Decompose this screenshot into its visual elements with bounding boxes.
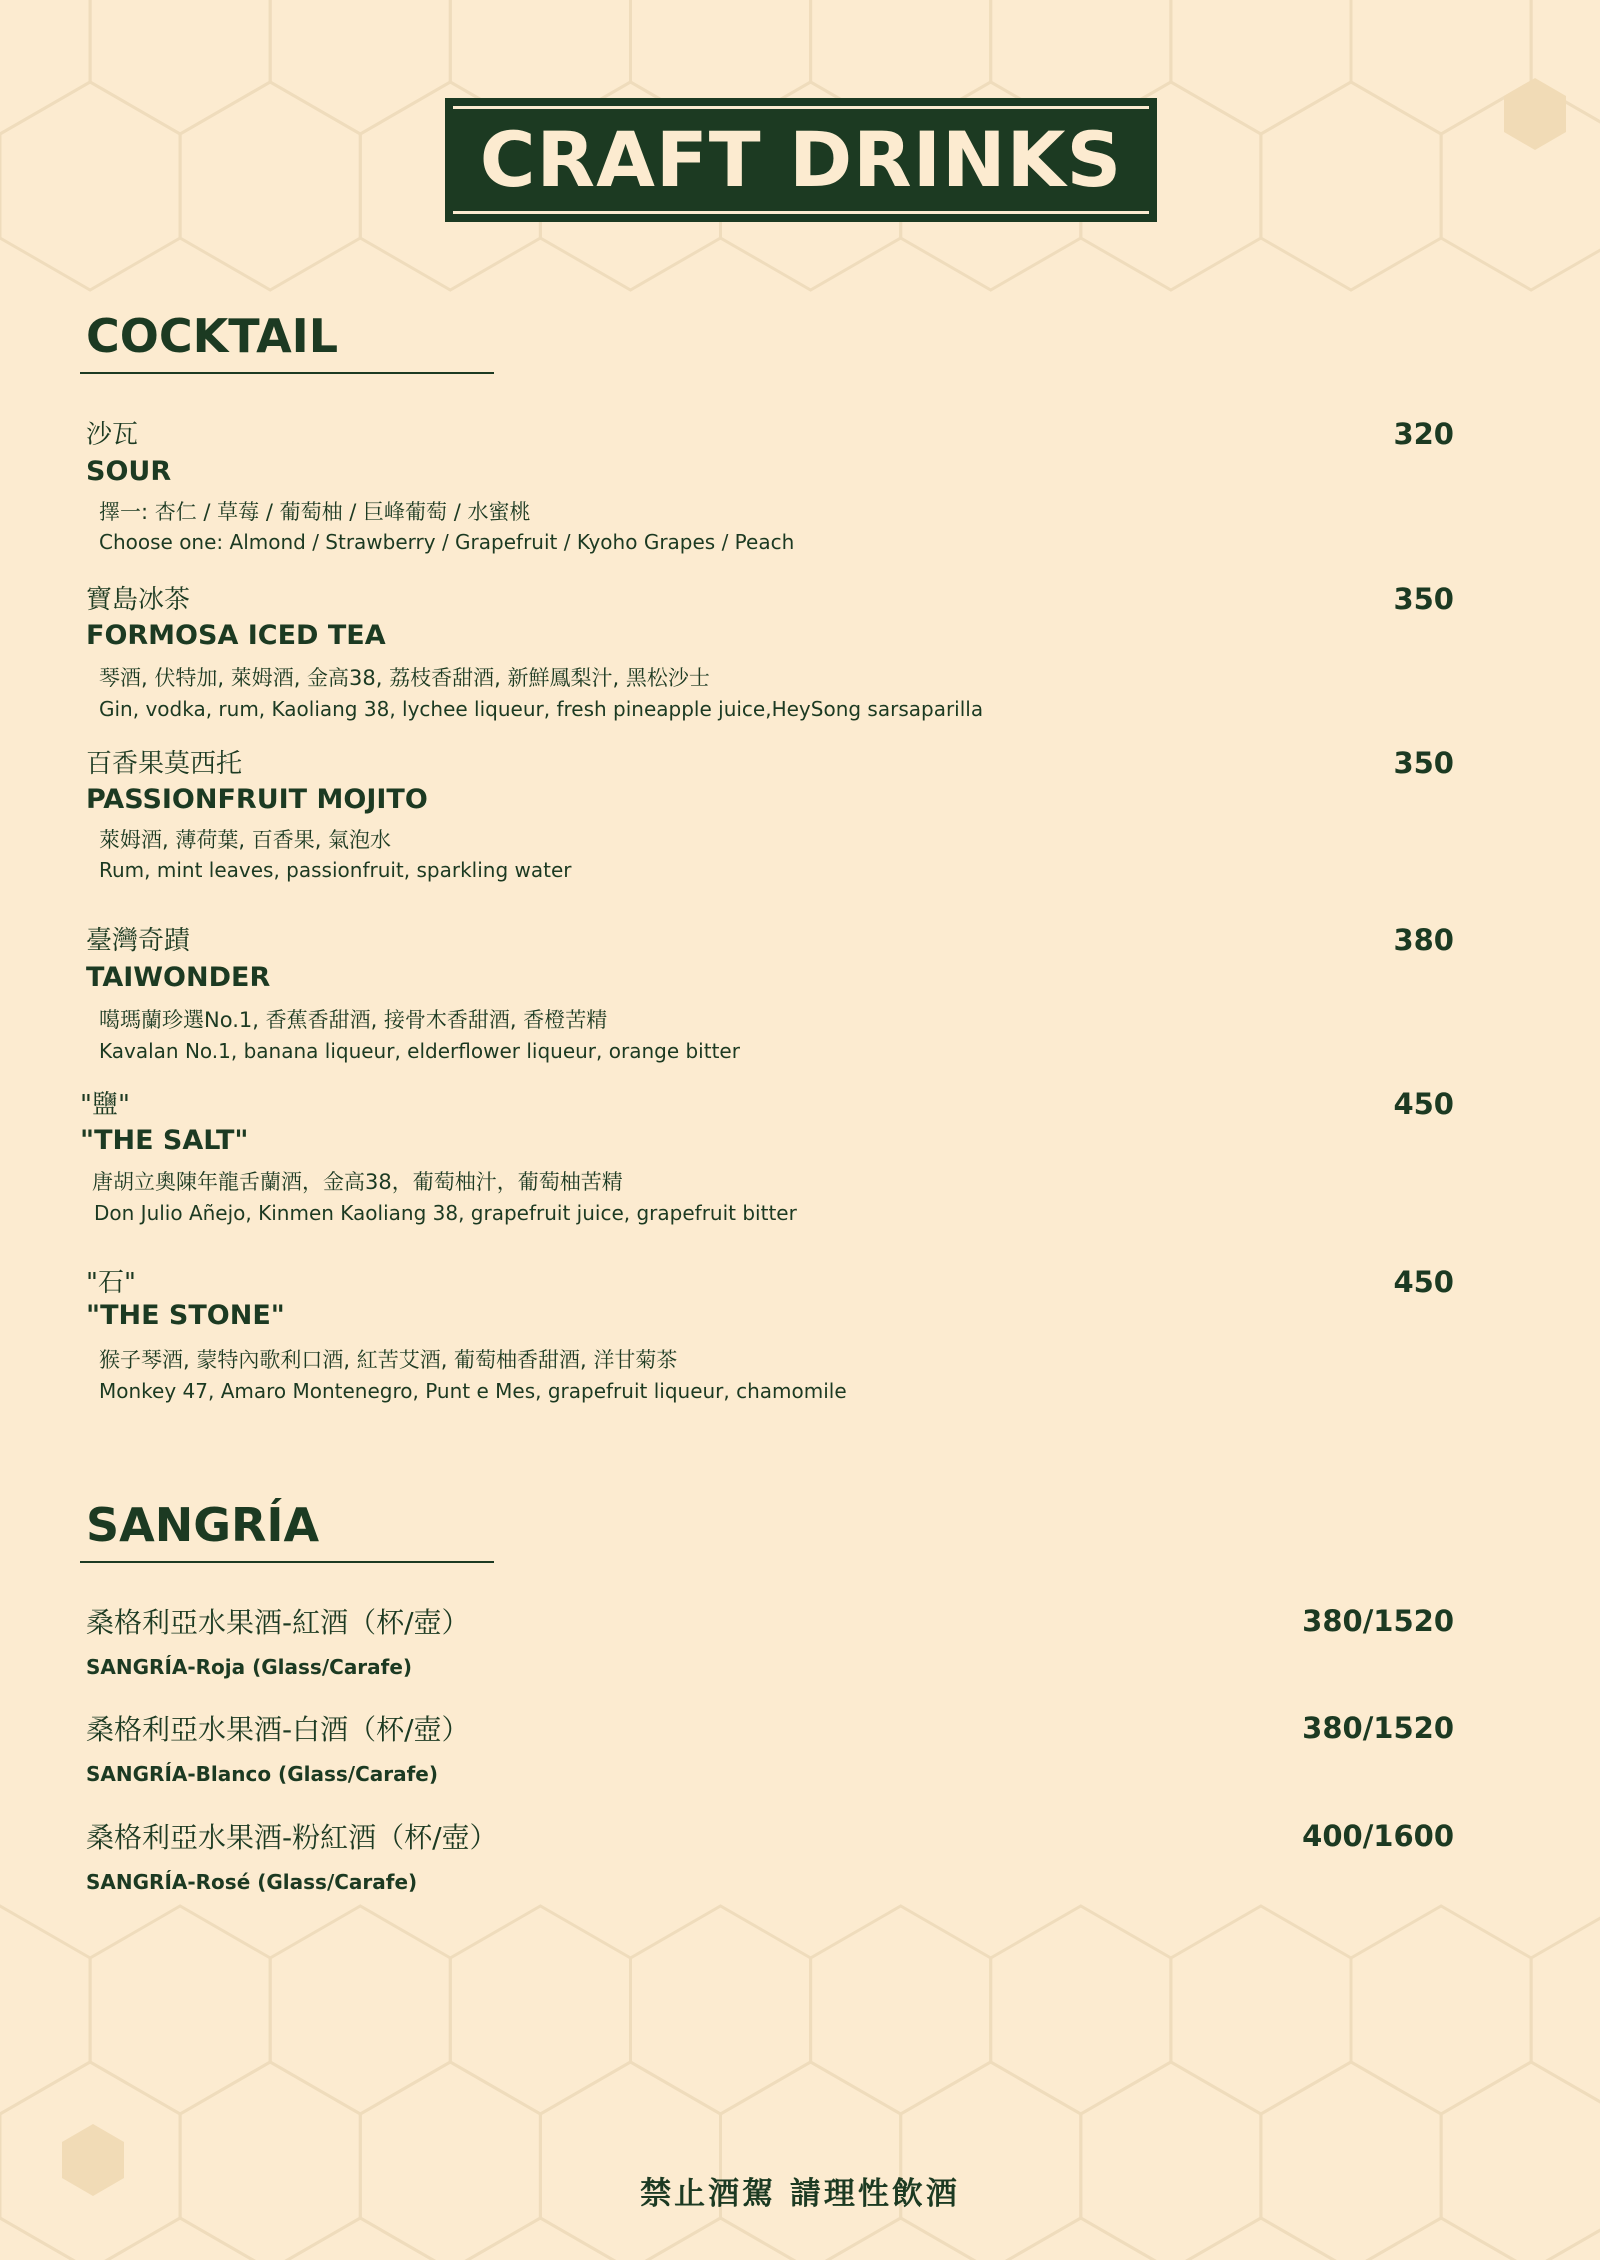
item-name-zh: 寶島冰茶 [86, 585, 191, 615]
item-name-en: SANGRÍA-Blanco (Glass/Carafe) [86, 1762, 439, 1786]
item-desc-zh: 琴酒, 伏特加, 萊姆酒, 金高38, 荔枝香甜酒, 新鮮鳳梨汁, 黑松沙士 [99, 666, 710, 690]
item-desc-en: Choose one: Almond / Strawberry / Grapefruit / Kyoho Grapes / Peach [99, 530, 795, 554]
item-desc-en: Monkey 47, Amaro Montenegro, Punt e Mes, grapefruit liqueur, chamomile [99, 1379, 847, 1403]
item-desc-zh: 唐胡立奧陳年龍舌蘭酒，金高38，葡萄柚汁，葡萄柚苦精 [92, 1170, 623, 1194]
item-price: 320 [1393, 417, 1454, 451]
item-name-zh: 臺灣奇蹟 [86, 926, 191, 956]
item-name-en: TAIWONDER [86, 962, 271, 993]
item-desc-en: Rum, mint leaves, passionfruit, sparkling water [99, 858, 572, 882]
item-price: 350 [1393, 582, 1454, 616]
item-name-en: "THE STONE" [86, 1300, 285, 1331]
footer-notice: 禁止酒駕 請理性飲酒 [640, 2176, 960, 2212]
item-name-zh: 桑格利亞水果酒-白酒（杯/壺） [86, 1713, 470, 1746]
section-rule-sangria [80, 1561, 494, 1563]
item-price: 400/1600 [1302, 1819, 1454, 1853]
section-rule-cocktail [80, 372, 494, 374]
section-title-sangria: SANGRÍA [86, 1498, 320, 1552]
item-name-zh: "鹽" [80, 1090, 130, 1120]
item-name-zh: 百香果莫西托 [86, 749, 243, 779]
item-price: 380/1520 [1302, 1711, 1454, 1745]
item-desc-en: Don Julio Añejo, Kinmen Kaoliang 38, grapefruit juice, grapefruit bitter [94, 1201, 797, 1225]
item-price: 450 [1393, 1087, 1454, 1121]
item-desc-zh: 噶瑪蘭珍選No.1, 香蕉香甜酒, 接骨木香甜酒, 香橙苦精 [99, 1008, 608, 1032]
item-name-en: SOUR [86, 456, 172, 487]
item-name-zh: 桑格利亞水果酒-紅酒（杯/壺） [86, 1606, 470, 1639]
header-banner [445, 98, 1157, 222]
item-price: 380/1520 [1302, 1604, 1454, 1638]
item-name-zh: "石" [86, 1268, 136, 1298]
item-name-en: SANGRÍA-Rosé (Glass/Carafe) [86, 1870, 418, 1894]
item-name-en: "THE SALT" [80, 1125, 249, 1156]
item-price: 450 [1393, 1265, 1454, 1299]
item-desc-zh: 萊姆酒, 薄荷葉, 百香果, 氣泡水 [99, 828, 392, 852]
item-name-zh: 桑格利亞水果酒-粉紅酒（杯/壺） [86, 1821, 498, 1854]
page-title: CRAFT DRINKS [479, 115, 1123, 204]
item-desc-zh: 擇一: 杏仁 / 草莓 / 葡萄柚 / 巨峰葡萄 / 水蜜桃 [99, 500, 531, 524]
item-name-zh: 沙瓦 [86, 420, 139, 450]
item-name-en: FORMOSA ICED TEA [86, 620, 386, 651]
item-price: 380 [1393, 923, 1454, 957]
item-desc-en: Kavalan No.1, banana liqueur, elderflower liqueur, orange bitter [99, 1039, 740, 1063]
item-desc-en: Gin, vodka, rum, Kaoliang 38, lychee liqueur, fresh pineapple juice,HeySong sarsaparilla [99, 697, 984, 721]
item-name-en: PASSIONFRUIT MOJITO [86, 784, 428, 815]
item-name-en: SANGRÍA-Roja (Glass/Carafe) [86, 1655, 413, 1679]
item-desc-zh: 猴子琴酒, 蒙特內歌利口酒, 紅苦艾酒, 葡萄柚香甜酒, 洋甘菊茶 [99, 1348, 678, 1372]
section-title-cocktail: COCKTAIL [86, 309, 339, 363]
item-price: 350 [1393, 746, 1454, 780]
